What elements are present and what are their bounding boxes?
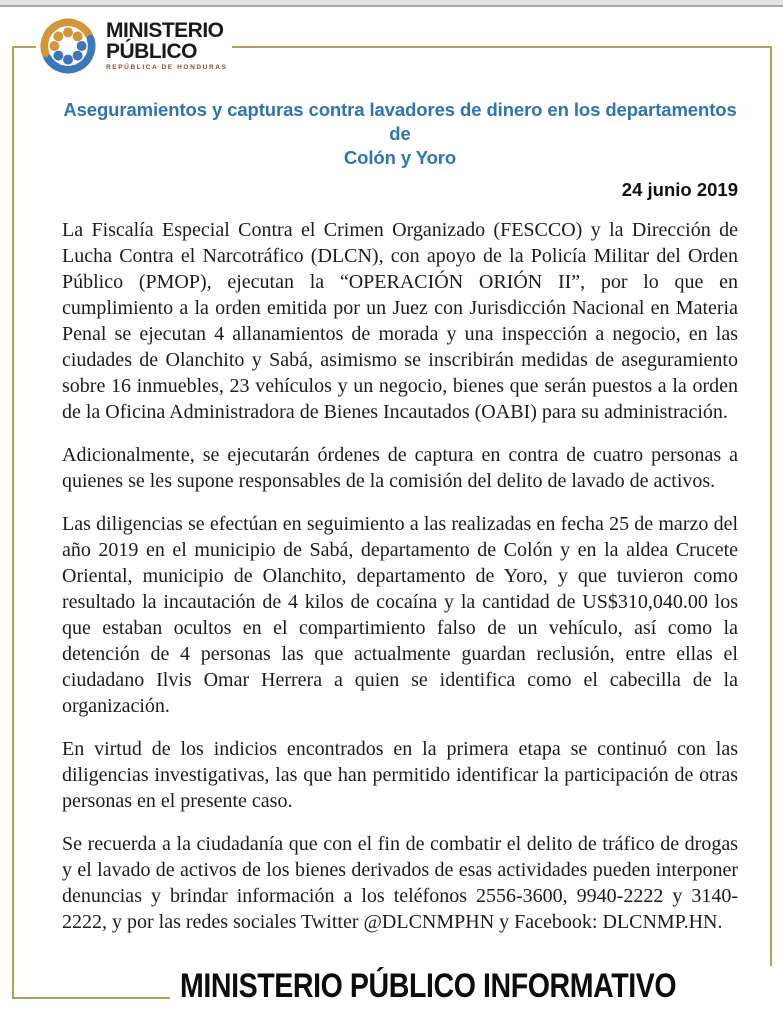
paragraph-denuncias-contacto: Se recuerda a la ciudadanía que con el fin de combatir el delito de tráfico de drogas y el lavado de activos de los bienes derivados de esas actividades pueden interponer denuncias y brindar información a los teléfonos 2556-3600, 9940-2222 y 3140-2222, y por las redes sociales Twitter @DLCNMPHN y Facebook: DLCNMP.HN. — [62, 833, 738, 933]
paragraph-operacion-orion: La Fiscalía Especial Contra el Crimen Organizado (FESCCO) y la Dirección de Lucha Contra el Narcotráfico (DLCN), con apoyo de la Policía Militar del Orden Público (PMOP), ejecutan la “OPERACIÓN ORIÓN II”, por lo que en cumplimiento a la orden emitida por un Juez con Jurisdicción Nacional en Materia Penal se ejecutan 4 allanamientos de morada y una inspección a negocio, en las ciudades de Olanchito y Sabá, asimismo se inscribirán medidas de aseguramiento sobre 16 inmuebles, 23 vehículos y un negocio, bienes que serán puestos a la orden de la Oficina Administradora de Bienes Incautados (OABI) para su administración. — [62, 219, 738, 423]
ministerio-publico-logo — [36, 8, 232, 84]
footer-banner — [170, 966, 781, 1006]
footer-banner-text: MINISTERIO PÚBLICO INFORMATIVO — [180, 967, 677, 1005]
logo-subtitle: REPÚBLICA DE HONDURAS — [106, 64, 228, 72]
logo-title-line2: PÚBLICO — [106, 40, 197, 64]
logo-wordmark — [106, 20, 227, 72]
page-title-line1: Aseguramientos y capturas contra lavadores de dinero en los departamentos de — [63, 99, 737, 144]
body-text — [62, 217, 738, 935]
paragraph-ordenes-captura: Adicionalmente, se ejecutarán órdenes de captura en contra de cuatro personas a quienes se les supone responsables de la comisión del delito de lavado de activos. — [62, 444, 738, 492]
document-content — [62, 0, 738, 952]
logo-title-line1: MINISTERIO — [106, 19, 224, 43]
people-circle-logo-icon — [36, 14, 100, 78]
page-title-line2: Colón y Yoro — [343, 147, 457, 168]
page-title — [62, 98, 738, 170]
gold-frame-left — [12, 46, 14, 999]
gold-frame-right — [770, 46, 772, 999]
paragraph-indicios: En virtud de los indicios encontrados en la primera etapa se continuó con las diligencias investigativas, las que han permitido identificar la participación de otras personas en el presente caso. — [62, 738, 738, 812]
document-date: 24 junio 2019 — [621, 179, 738, 200]
paragraph-diligencias-marzo: Las diligencias se efectúan en seguimiento a las realizadas en fecha 25 de marzo del año 2019 en el municipio de Sabá, departamento de Colón y en la aldea Crucete Oriental, municipio de Olanchito, departamento de Yoro, y que tuvieron como resultado la incautación de 4 kilos de cocaína y la cantidad de US$310,040.00 los que estaban ocultos en el compartimiento falso de un vehículo, así como la detención de 4 personas las que actualmente guardan reclusión, entre ellas el ciudadano Ilvis Omar Herrera a quien se identifica como el cabecilla de la organización. — [62, 513, 738, 717]
